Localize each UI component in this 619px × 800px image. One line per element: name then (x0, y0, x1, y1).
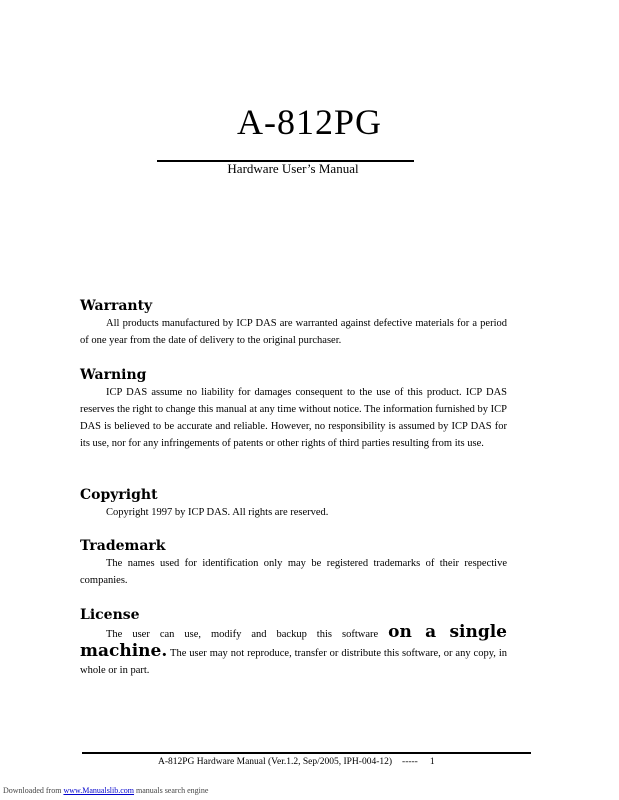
download-source-bar (3, 786, 208, 796)
section-body: The names used for identification only may be registered trademarks of their respective companies. (80, 558, 507, 586)
manualslib-link[interactable]: www.Manualslib.com (63, 786, 135, 795)
section-heading: Warranty (80, 298, 153, 314)
footer-rule (82, 752, 531, 754)
section-trademark (80, 537, 507, 589)
footer-manual-info: A-812PG Hardware Manual (Ver.1.2, Sep/2005, IPH-004-12) (158, 757, 393, 767)
document-subtitle: Hardware User’s Manual (227, 161, 359, 176)
license-text-start: The user can use, modify and backup this software (106, 629, 379, 640)
license-emphasis: on a single machine. (80, 622, 507, 661)
section-heading: License (80, 607, 140, 623)
section-heading: Trademark (80, 538, 166, 554)
section-heading: Warning (80, 367, 147, 383)
section-body: All products manufactured by ICP DAS are warranted against defective materials for a period of one year from the date of delivery to the original purchaser. (80, 318, 507, 346)
page-footer (158, 756, 435, 768)
section-body: ICP DAS assume no liability for damages consequent to the use of this product. ICP DAS reserves the right to change this manual at any time without notice. The information furnished by ICP DAS is believed to be accurate and reliable. However, no responsibility is assumed by ICP DAS for its use, nor for any infringements of patents or other rights of third parties resulting from its use. (80, 387, 507, 449)
license-text-end: The user may not reproduce, transfer or distribute this software, or any copy, in whole or in part. (80, 648, 507, 676)
document-title: A-812PG (236, 102, 382, 142)
section-copyright (80, 486, 507, 521)
section-warning (80, 366, 507, 452)
download-prefix: Downloaded from (3, 786, 62, 795)
section-warranty (80, 297, 507, 349)
download-suffix: manuals search engine (136, 786, 209, 795)
section-body (80, 624, 507, 679)
page-number: 1 (429, 757, 435, 767)
section-heading: Copyright (80, 487, 158, 503)
footer-dashes: ----- (402, 757, 418, 767)
section-license (80, 606, 507, 679)
section-body: Copyright 1997 by ICP DAS. All rights are reserved. (106, 507, 329, 518)
